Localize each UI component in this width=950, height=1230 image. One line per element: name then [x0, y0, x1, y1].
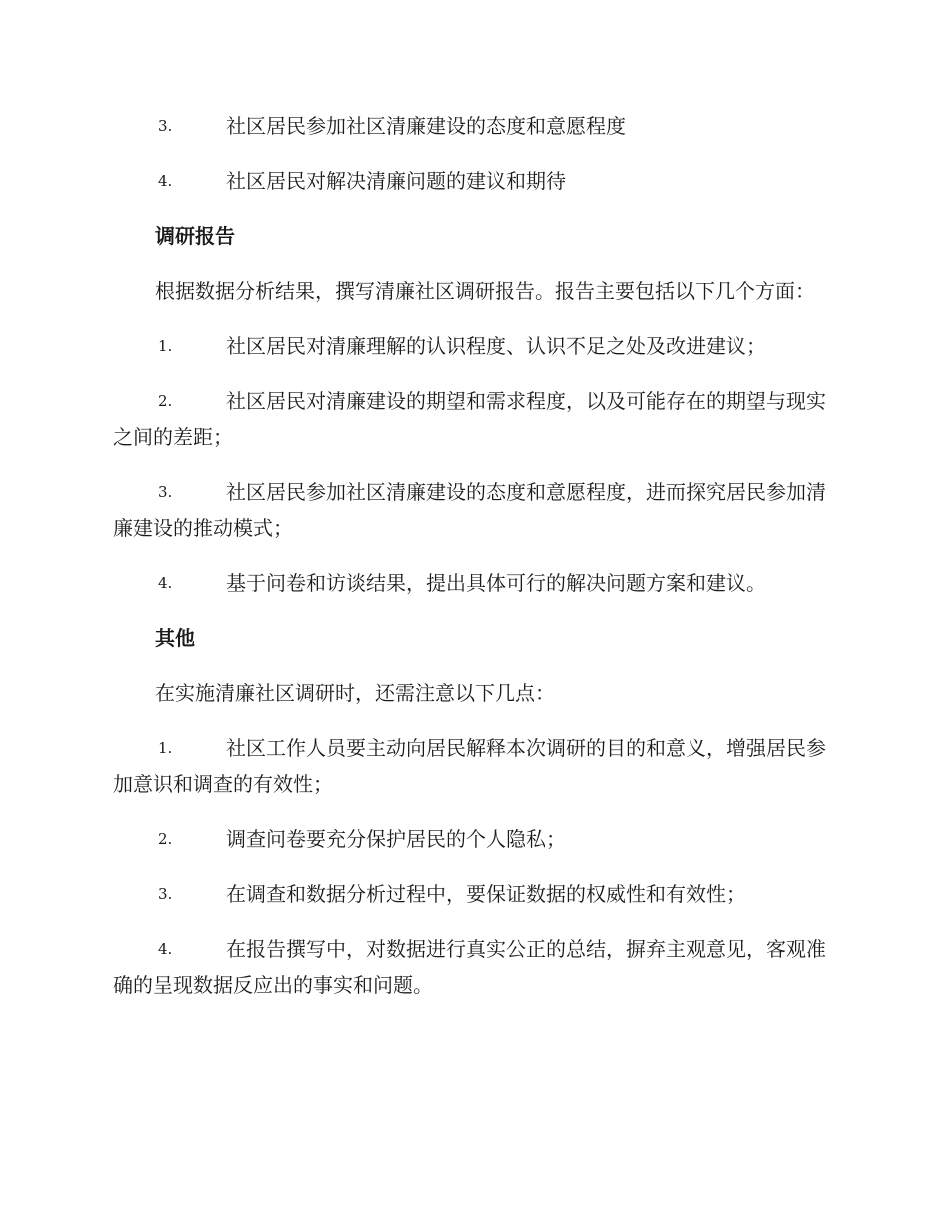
list-number: 3.	[158, 885, 173, 903]
list-text: 在调查和数据分析过程中，要保证数据的权威性和有效性；	[226, 882, 746, 906]
list-text: 社区工作人员要主动向居民解释本次调研的目的和意义，增强居民参加意识和调查的有效性；	[113, 736, 826, 796]
list-number: 2.	[158, 392, 173, 410]
list-number: 4.	[158, 574, 173, 592]
list-number: 4.	[158, 172, 173, 190]
list-item	[113, 163, 833, 199]
section-heading-report: 调研报告	[155, 224, 235, 248]
list-item	[113, 383, 833, 455]
section-intro-report: 根据数据分析结果，撰写清廉社区调研报告。报告主要包括以下几个方面：	[155, 279, 815, 303]
list-text: 调查问卷要充分保护居民的个人隐私；	[226, 827, 566, 851]
list-item	[113, 730, 833, 802]
document-body	[113, 108, 833, 1022]
list-item	[113, 108, 833, 144]
list-number: 4.	[158, 940, 173, 958]
section-intro-other: 在实施清廉社区调研时，还需注意以下几点：	[155, 681, 555, 705]
list-number: 1.	[158, 337, 173, 355]
list-text: 社区居民参加社区清廉建设的态度和意愿程度	[226, 114, 626, 138]
list-text: 基于问卷和访谈结果，提出具体可行的解决问题方案和建议。	[226, 571, 766, 595]
list-number: 2.	[158, 830, 173, 848]
list-item	[113, 876, 833, 912]
list-item	[113, 565, 833, 601]
list-item	[113, 474, 833, 546]
list-item	[113, 821, 833, 857]
list-item	[113, 328, 833, 364]
list-text: 社区居民对清廉建设的期望和需求程度，以及可能存在的期望与现实之间的差距；	[113, 389, 826, 449]
list-number: 1.	[158, 739, 173, 757]
list-item	[113, 931, 833, 1003]
list-text: 社区居民参加社区清廉建设的态度和意愿程度，进而探究居民参加清廉建设的推动模式；	[113, 480, 826, 540]
list-number: 3.	[158, 117, 173, 135]
list-number: 3.	[158, 483, 173, 501]
list-text: 在报告撰写中，对数据进行真实公正的总结，摒弃主观意见，客观准确的呈现数据反应出的事实和问题。	[113, 937, 826, 997]
list-text: 社区居民对解决清廉问题的建议和期待	[226, 169, 566, 193]
section-heading-other: 其他	[155, 626, 195, 650]
list-text: 社区居民对清廉理解的认识程度、认识不足之处及改进建议；	[226, 334, 766, 358]
